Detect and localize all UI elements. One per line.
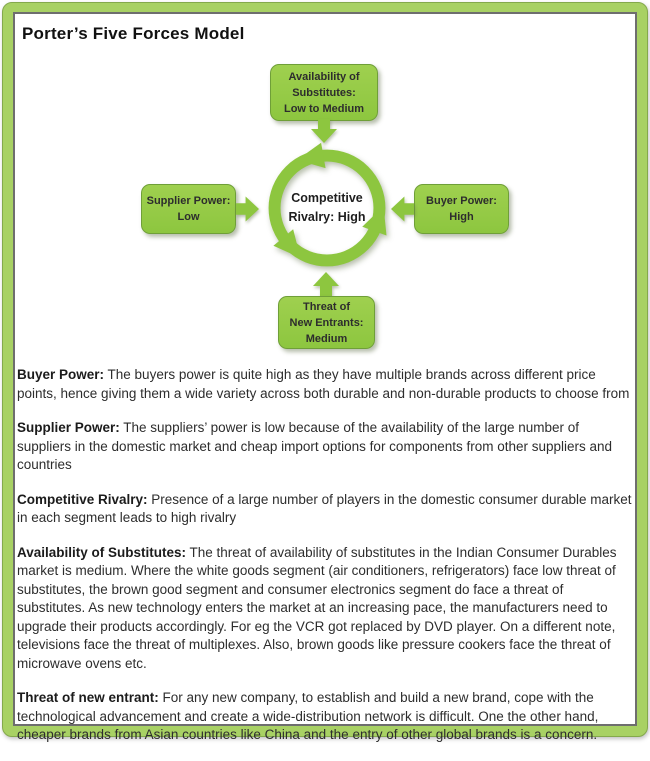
new-entrants-box bbox=[278, 296, 375, 349]
buyer-power-box bbox=[414, 184, 509, 234]
page-title: Porter’s Five Forces Model bbox=[22, 24, 245, 43]
new-entrants-box-line: New Entrants: bbox=[289, 316, 364, 329]
competitive-rivalry-line: Competitive bbox=[291, 191, 363, 205]
paragraph-lead: Availability of Substitutes: bbox=[17, 544, 187, 560]
new-entrants-box-line: Medium bbox=[305, 332, 348, 345]
arrow-up-icon bbox=[313, 272, 339, 296]
substitutes-box bbox=[270, 64, 378, 121]
buyer-power-box-line: Buyer Power: bbox=[426, 195, 497, 207]
arrow-right-icon bbox=[236, 196, 259, 222]
description-paragraph bbox=[17, 544, 634, 674]
paragraph-lead: Threat of new entrant: bbox=[17, 690, 159, 705]
description-section bbox=[17, 366, 634, 761]
paragraph-lead: Supplier Power: bbox=[17, 420, 120, 435]
competitive-rivalry-circle bbox=[258, 139, 396, 277]
paragraph-lead: Buyer Power: bbox=[17, 367, 105, 382]
description-paragraph bbox=[17, 491, 634, 528]
description-paragraph bbox=[17, 366, 634, 403]
paragraph-lead: Competitive Rivalry: bbox=[17, 491, 148, 507]
paragraph-body: The threat of availability of substitutes in the Indian Consumer Durables market is medium. Where the white goods segment (air conditioners, refrigerators) face low threat of substitutes, the brown good segment and consumer electronics segment do face a threat of substitutes. As new technology enters the market at an increasing pace, the manufacturers need to upgrade their products accordingly. For eg the VCR got replaced by DVD player. On a different note, televisions face the threat of multiplexes. Also, brown goods like pressure cookers face the threat of microwave ovens etc. bbox=[17, 544, 617, 671]
new-entrants-box-line: Threat of bbox=[302, 300, 351, 313]
substitutes-box-line: Availability of bbox=[288, 70, 360, 83]
description-paragraph bbox=[17, 689, 634, 745]
supplier-power-box-line: Supplier Power: bbox=[146, 195, 231, 207]
paragraph-body: For any new company, to establish and build a new brand, cope with the technological advancement and create a wide-distribution network is difficult. One the other hand, cheaper brands from Asian countries like China and the entry of other global brands is a concern. bbox=[17, 690, 599, 742]
paragraph-body: Presence of a large number of players in the domestic consumer durable market in each segment leads to high rivalry bbox=[17, 491, 632, 525]
paragraph-body: The buyers power is quite high as they have multiple brands across different price points, hence giving them a wide variety across both durable and non-durable products to choose from bbox=[17, 367, 630, 401]
buyer-power-box-line: High bbox=[449, 211, 474, 223]
substitutes-box-line: Low to Medium bbox=[283, 102, 365, 115]
competitive-rivalry-label bbox=[258, 139, 396, 277]
description-paragraph bbox=[17, 419, 634, 475]
supplier-power-box bbox=[141, 184, 236, 234]
competitive-rivalry-line: Rivalry: High bbox=[288, 210, 366, 224]
supplier-power-box-line: Low bbox=[177, 211, 200, 223]
substitutes-box-line: Substitutes: bbox=[292, 86, 356, 99]
paragraph-body: The suppliers’ power is low because of the availability of the large number of suppliers in the domestic market and cheap import options for components from other suppliers and countries bbox=[17, 420, 613, 472]
